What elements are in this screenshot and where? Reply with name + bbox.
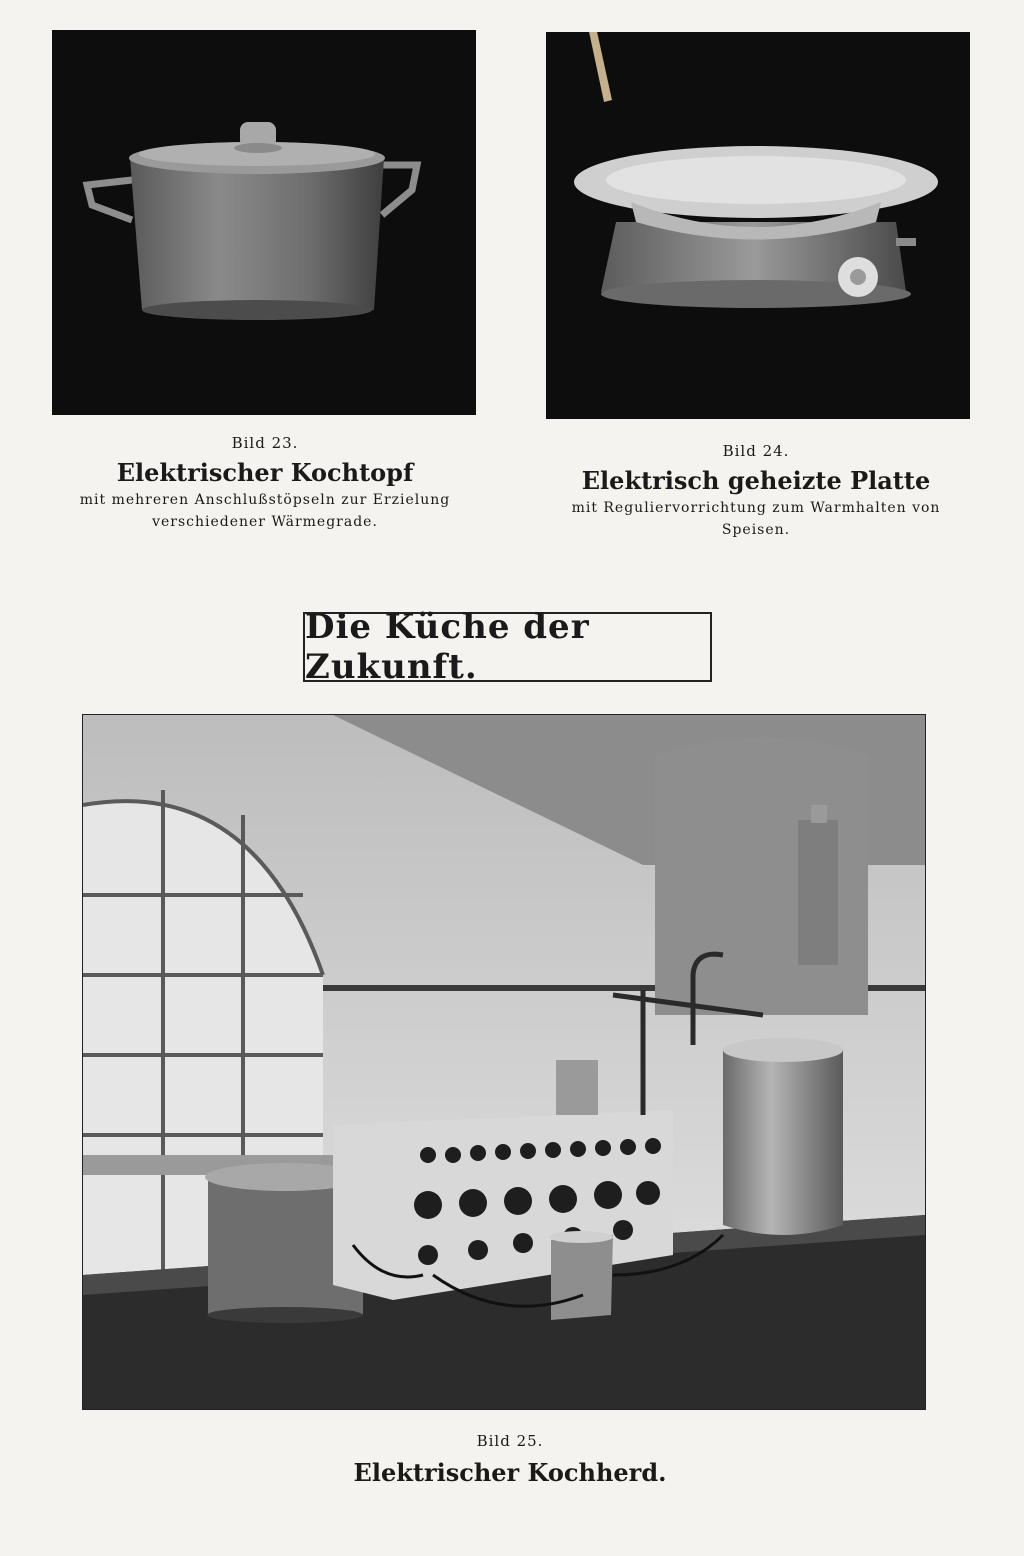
photo-electric-kitchen-stove — [82, 714, 926, 1410]
figure-title: Elektrischer Kochtopf — [116, 458, 414, 487]
figure-title: Elektrisch geheizte Platte — [581, 466, 931, 495]
figure-number: Bild 25. — [476, 1432, 544, 1450]
figure-25-caption — [300, 1432, 720, 1487]
photo-electric-heated-plate — [546, 32, 970, 419]
figure-description-line: mit mehreren Anschlußstöpseln zur Erzielung — [79, 492, 451, 508]
heated-plate-illustration — [546, 32, 970, 419]
figure-number: Bild 24. — [722, 442, 790, 460]
section-heading: Die Küche der Zukunft. — [303, 612, 712, 682]
figure-description-line: Speisen. — [721, 522, 791, 538]
figure-number: Bild 23. — [231, 434, 299, 452]
figure-24-caption — [556, 442, 956, 539]
figure-title: Elektrischer Kochherd. — [353, 1458, 667, 1487]
cooking-pot-illustration — [52, 30, 476, 415]
photo-electric-cooking-pot — [52, 30, 476, 415]
figure-description-line: mit Reguliervorrichtung zum Warmhalten von — [571, 500, 941, 516]
kitchen-illustration — [83, 715, 925, 1409]
figure-23-caption — [60, 434, 470, 531]
figure-description-line: verschiedener Wärmegrade. — [152, 514, 378, 530]
